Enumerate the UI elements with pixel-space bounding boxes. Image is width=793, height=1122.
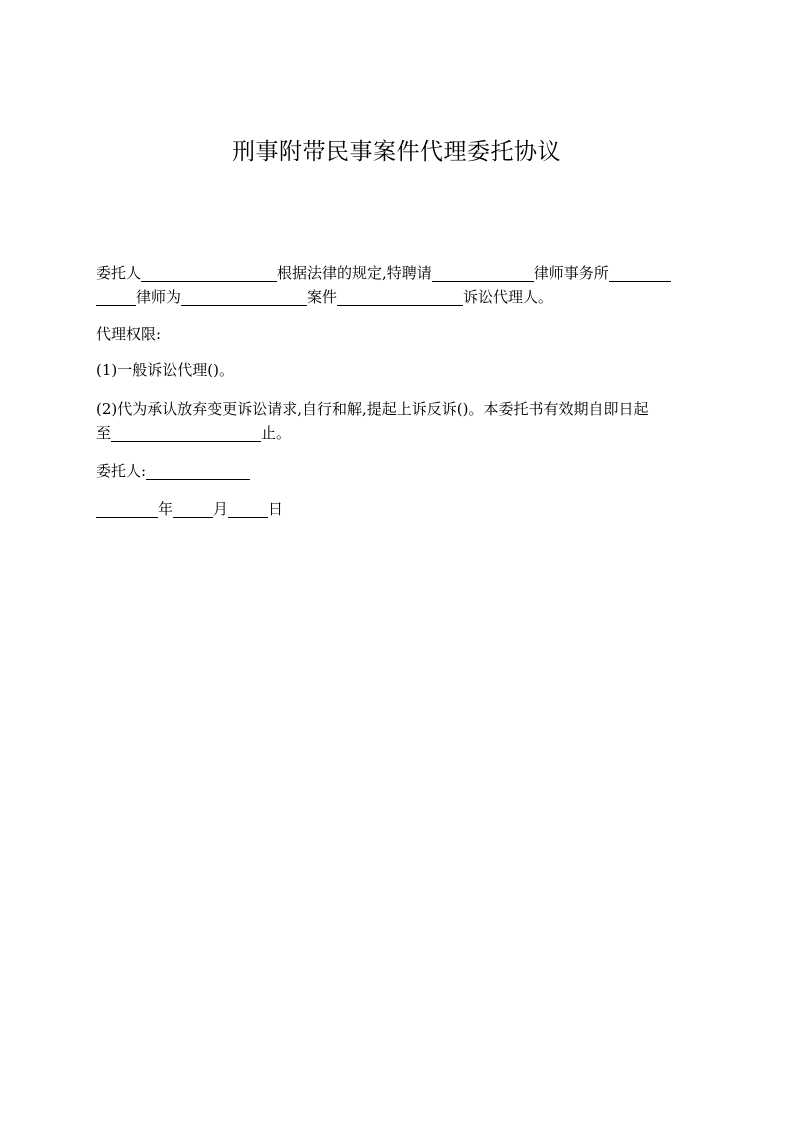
signer-label: 委托人: <box>96 462 147 480</box>
case-label: 案件 <box>307 288 338 306</box>
agent-label: 诉讼代理人。 <box>463 288 554 306</box>
case-party-blank <box>181 288 307 306</box>
principal-label: 委托人 <box>96 264 142 282</box>
principal-line-1 <box>96 261 698 285</box>
lawyer-label: 律师为 <box>136 288 182 306</box>
lawyer-name-blank-part2 <box>96 288 136 306</box>
month-label: 月 <box>213 500 229 518</box>
authority-item-2-line-2 <box>96 421 698 445</box>
validity-to-label: 至 <box>96 424 112 442</box>
case-name-blank <box>337 288 463 306</box>
authority-item-2-line-1: (2)代为承认放弃变更诉讼请求,自行和解,提起上诉反诉()。本委托书有效期自即日起 <box>96 400 649 418</box>
law-firm-blank <box>432 264 534 282</box>
principal-name-blank <box>141 264 277 282</box>
signer-line <box>96 459 698 483</box>
day-blank <box>228 500 268 518</box>
authority-heading: 代理权限: <box>96 325 162 343</box>
document-title: 刑事附带民事案件代理委托协议 <box>232 139 561 165</box>
authority-item-1: (1)一般诉讼代理()。 <box>96 361 234 379</box>
appoint-text: 根据法律的规定,特聘请 <box>277 264 432 282</box>
date-line <box>96 497 698 521</box>
validity-end-blank <box>111 424 261 442</box>
day-label: 日 <box>268 500 284 518</box>
month-blank <box>173 500 213 518</box>
lawyer-name-blank-part1 <box>609 264 671 282</box>
year-label: 年 <box>158 500 174 518</box>
law-firm-label: 律师事务所 <box>533 264 609 282</box>
principal-line-2 <box>96 285 698 309</box>
year-blank <box>96 500 158 518</box>
signer-blank <box>146 462 250 480</box>
validity-end-text: 止。 <box>261 424 292 442</box>
